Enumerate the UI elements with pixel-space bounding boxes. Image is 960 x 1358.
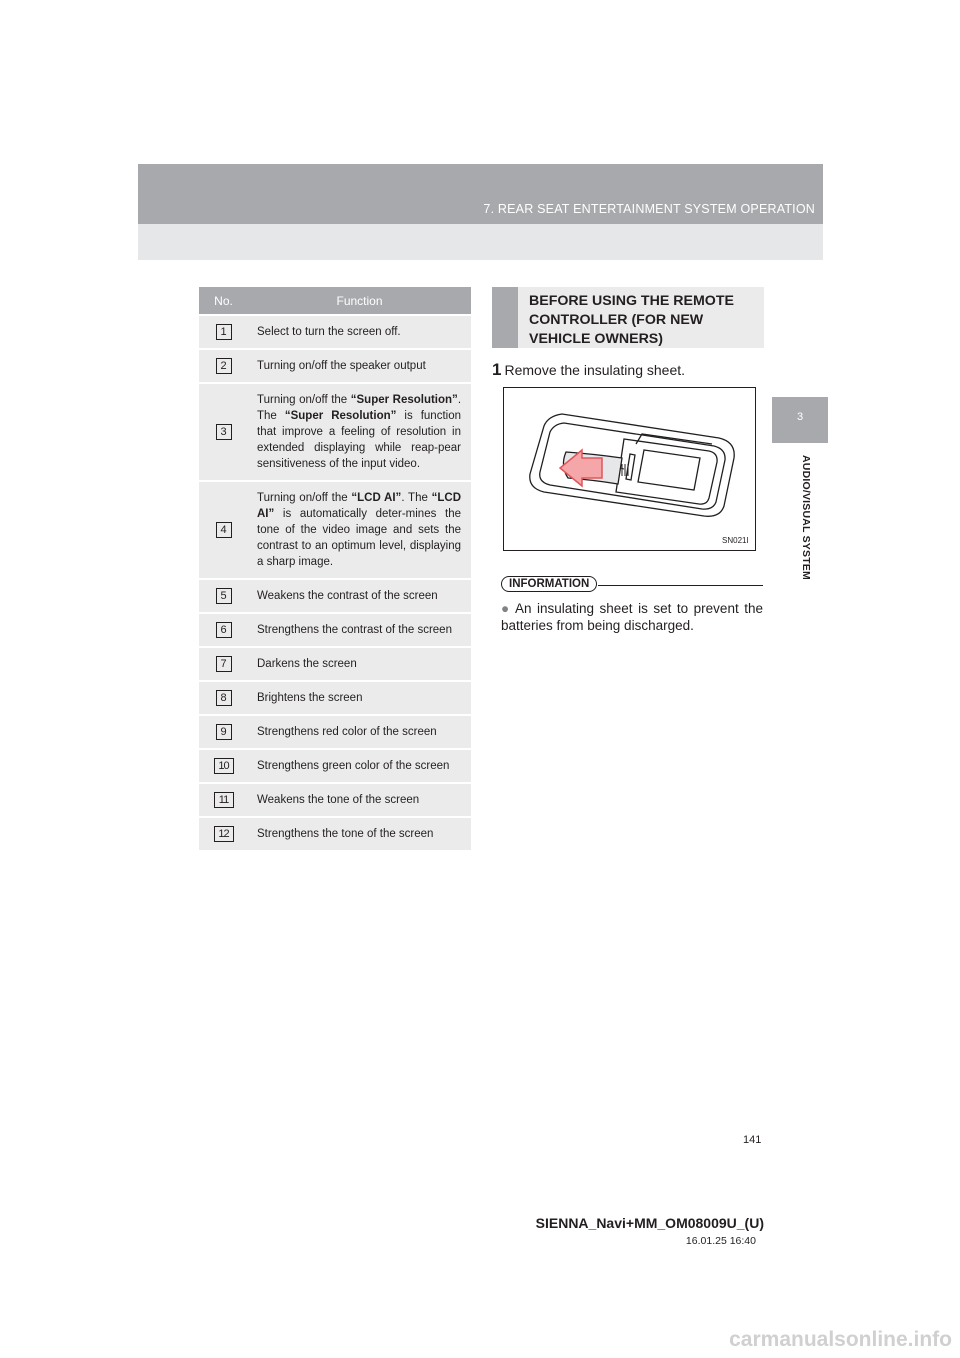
watermark: carmanualsonline.info xyxy=(729,1328,952,1351)
function-table xyxy=(199,287,471,850)
function-text: Select to turn the screen off. xyxy=(257,326,401,338)
function-text: . The xyxy=(257,394,462,422)
function-text: Weakens the tone of the screen xyxy=(257,794,420,806)
row-number-cell xyxy=(199,681,248,715)
row-number: 9 xyxy=(216,724,232,740)
column-header-function: Function xyxy=(248,287,471,315)
information-rule xyxy=(598,585,763,586)
chapter-number: 3 xyxy=(796,411,804,423)
function-text: Turning on/off the speaker output xyxy=(257,360,426,372)
document-timestamp: 16.01.25 16:40 xyxy=(685,1235,756,1247)
function-term: “Super Resolution” xyxy=(284,410,397,422)
row-number: 12 xyxy=(214,826,234,842)
function-cell xyxy=(248,481,471,579)
function-term: “LCD AI” xyxy=(351,492,402,504)
page-number: 141 xyxy=(743,1134,762,1146)
chapter-title: 7. REAR SEAT ENTERTAINMENT SYSTEM OPERATION xyxy=(483,202,815,216)
function-cell xyxy=(248,817,471,850)
section-heading-bar xyxy=(492,287,518,348)
row-number: 2 xyxy=(216,358,232,374)
section-title: BEFORE USING THE REMOTE CONTROLLER (FOR NEW VEHICLE OWNERS) xyxy=(529,293,734,347)
function-term: “LCD AI” xyxy=(257,492,461,520)
row-number-cell xyxy=(199,349,248,383)
function-text: Strengthens green color of the screen xyxy=(257,760,450,772)
row-number: 8 xyxy=(216,690,232,706)
row-number: 11 xyxy=(214,792,234,808)
function-cell xyxy=(248,579,471,613)
table-row xyxy=(199,749,471,783)
table-row xyxy=(199,315,471,349)
row-number: 10 xyxy=(214,758,234,774)
table-row xyxy=(199,647,471,681)
function-cell xyxy=(248,681,471,715)
row-number-cell xyxy=(199,749,248,783)
row-number-cell xyxy=(199,817,248,850)
row-number-cell xyxy=(199,647,248,681)
section-heading xyxy=(492,287,764,348)
function-cell xyxy=(248,315,471,349)
function-cell xyxy=(248,383,471,481)
table-row xyxy=(199,613,471,647)
function-cell xyxy=(248,783,471,817)
function-text: Turning on/off the xyxy=(257,394,351,406)
function-text: is automatically deter-mines the tone of the video image and sets the contrast to an optimum level, displaying a sharp image. xyxy=(257,508,461,568)
row-number-cell xyxy=(199,579,248,613)
table-row xyxy=(199,349,471,383)
table-row xyxy=(199,579,471,613)
information-text: An insulating sheet is set to prevent the batteries from being discharged. xyxy=(501,601,763,633)
function-text: Strengthens the contrast of the screen xyxy=(257,624,452,636)
illustration-code: SN021I xyxy=(722,536,749,545)
function-cell xyxy=(248,749,471,783)
header-subband xyxy=(138,224,823,260)
function-text: Turning on/off the xyxy=(257,492,352,504)
row-number-cell xyxy=(199,613,248,647)
step-number: 1 xyxy=(492,360,502,379)
row-number: 7 xyxy=(216,656,232,672)
function-cell xyxy=(248,613,471,647)
function-text: Strengthens the tone of the screen xyxy=(257,828,434,840)
table-header-row xyxy=(199,287,471,315)
remote-illustration xyxy=(503,387,756,551)
function-cell xyxy=(248,349,471,383)
function-term: “Super Resolution” xyxy=(350,394,458,406)
information-label: INFORMATION xyxy=(501,576,597,592)
row-number-cell xyxy=(199,315,248,349)
table-row xyxy=(199,783,471,817)
row-number-cell xyxy=(199,783,248,817)
header-band xyxy=(138,164,823,224)
function-cell xyxy=(248,647,471,681)
table-body xyxy=(199,315,471,850)
row-number: 5 xyxy=(216,588,232,604)
information-bullet xyxy=(501,600,763,634)
function-text: Brightens the screen xyxy=(257,692,363,704)
remote-controller-drawing xyxy=(504,388,755,550)
function-text: . The xyxy=(401,492,432,504)
row-number: 1 xyxy=(216,324,232,340)
row-number: 4 xyxy=(216,522,232,538)
step-text: Remove the insulating sheet. xyxy=(504,362,686,378)
function-text: Strengthens red color of the screen xyxy=(257,726,437,738)
function-text: is function that improve a feeling of resolution in extended displaying while reap-pear sensitiveness of the input video. xyxy=(257,410,461,470)
row-number: 3 xyxy=(216,424,232,440)
row-number-cell xyxy=(199,383,248,481)
row-number-cell xyxy=(199,715,248,749)
row-number: 6 xyxy=(216,622,232,638)
document-id: SIENNA_Navi+MM_OM08009U_(U) xyxy=(535,1215,764,1231)
table-row xyxy=(199,383,471,481)
column-header-no: No. xyxy=(199,287,248,315)
function-cell xyxy=(248,715,471,749)
table-row xyxy=(199,681,471,715)
step-1 xyxy=(492,360,685,380)
chapter-tab xyxy=(772,397,828,443)
function-text: Weakens the contrast of the screen xyxy=(257,590,438,602)
bullet-icon: ● xyxy=(501,601,511,616)
function-text: Darkens the screen xyxy=(257,658,357,670)
table-row xyxy=(199,715,471,749)
table-row xyxy=(199,817,471,850)
table-row xyxy=(199,481,471,579)
row-number-cell xyxy=(199,481,248,579)
chapter-side-label: AUDIO/VISUAL SYSTEM xyxy=(800,455,812,580)
